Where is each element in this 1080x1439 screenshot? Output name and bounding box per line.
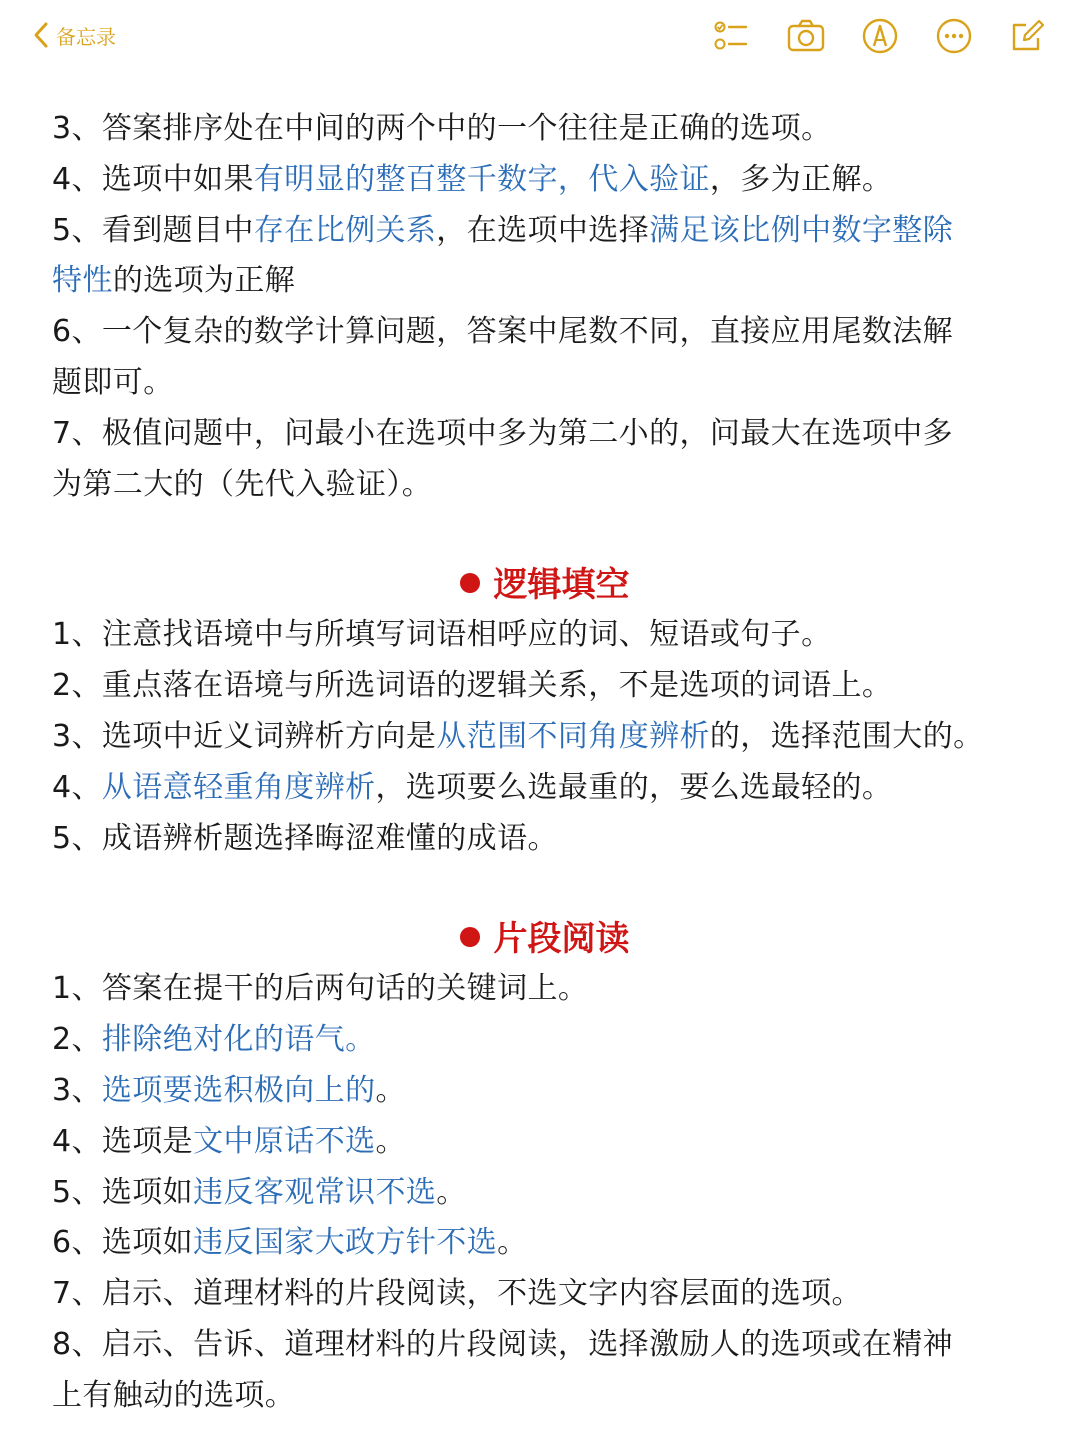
camera-icon (786, 16, 826, 56)
tip-line: 上有触动的选项。 (52, 1377, 296, 1413)
tip-line: 5、选项如违反客观常识不选。 (52, 1174, 467, 1210)
checklist-button[interactable] (710, 14, 754, 58)
tip-line: 8、启示、告诉、道理材料的片段阅读，选择激励人的选项或在精神 (52, 1326, 954, 1362)
tip-line: 5、成语辨析题选择晦涩难懂的成语。 (52, 820, 558, 856)
section-heading-reading: 片段阅读 (52, 914, 1037, 964)
section-heading-logic-fill: 逻辑填空 (52, 560, 1037, 610)
more-button[interactable] (932, 14, 976, 58)
bullet-dot-icon (460, 927, 480, 947)
tip-line: 6、选项如违反国家大政方针不选。 (52, 1225, 528, 1261)
tip-line: 为第二大的（先代入验证）。 (52, 466, 433, 502)
checklist-icon (712, 16, 752, 56)
tip-line: 1、注意找语境中与所填写词语相呼应的词、短语或句子。 (52, 617, 832, 653)
bullet-dot-icon (460, 573, 480, 593)
tip-line: 5、看到题目中存在比例关系，在选项中选择满足该比例中数字整除 (52, 212, 954, 248)
camera-button[interactable] (784, 14, 828, 58)
back-button[interactable] (30, 18, 116, 52)
spacer (52, 510, 1037, 560)
highlight-text: 从范围不同角度辨析 (436, 718, 710, 754)
notes-toolbar (0, 0, 1080, 72)
tip-line: 3、选项中近义词辨析方向是从范围不同角度辨析的，选择范围大的。 (52, 718, 984, 754)
highlight-text: 违反客观常识不选 (193, 1174, 437, 1210)
tip-line: 1、答案在提干的后两句话的关键词上。 (52, 971, 589, 1007)
chevron-left-icon (30, 18, 52, 52)
toolbar-actions (680, 14, 1050, 58)
highlight-text: 从语意轻重角度辨析 (101, 769, 376, 805)
highlight-text: 满足该比例中数字整除 (649, 212, 954, 248)
highlight-text: 排除绝对化的语气。 (101, 1022, 376, 1058)
highlight-text: 有明显的整百整千数字，代入验证 (253, 161, 710, 197)
tip-line: 2、重点落在语境与所选词语的逻辑关系，不是选项的词语上。 (52, 668, 893, 704)
tip-line: 3、选项要选积极向上的。 (52, 1072, 406, 1108)
tip-line: 3、答案排序处在中间的两个中的一个往往是正确的选项。 (52, 111, 832, 146)
compose-button[interactable] (1006, 14, 1050, 58)
markup-button[interactable] (858, 14, 902, 58)
highlight-text: 违反国家大政方针不选 (193, 1225, 498, 1261)
tip-line: 特性的选项为正解 (52, 263, 296, 299)
highlight-text: 特性 (52, 263, 113, 299)
compose-icon (1008, 16, 1048, 56)
tip-line: 6、一个复杂的数学计算问题，答案中尾数不同，直接应用尾数法解 (52, 314, 954, 350)
tip-line: 7、启示、道理材料的片段阅读，不选文字内容层面的选项。 (52, 1276, 862, 1312)
highlight-text: 选项要选积极向上的 (101, 1072, 376, 1108)
tip-line: 2、排除绝对化的语气。 (52, 1022, 376, 1058)
highlight-text: 文中原话不选 (193, 1123, 376, 1159)
note-body[interactable] (52, 104, 1037, 1422)
tip-line: 4、从语意轻重角度辨析，选项要么选最重的，要么选最轻的。 (52, 769, 893, 805)
spacer (52, 864, 1037, 914)
back-label: 备忘录 (56, 24, 116, 49)
highlight-text: 存在比例关系 (253, 212, 437, 248)
more-icon (934, 16, 974, 56)
pen-markup-icon (860, 16, 900, 56)
tip-line: 4、选项是文中原话不选。 (52, 1123, 406, 1159)
tip-line: 题即可。 (52, 364, 174, 400)
tip-line: 4、选项中如果有明显的整百整千数字，代入验证，多为正解。 (52, 161, 893, 197)
tip-line: 7、极值问题中，问最小在选项中多为第二小的，问最大在选项中多 (52, 415, 954, 451)
